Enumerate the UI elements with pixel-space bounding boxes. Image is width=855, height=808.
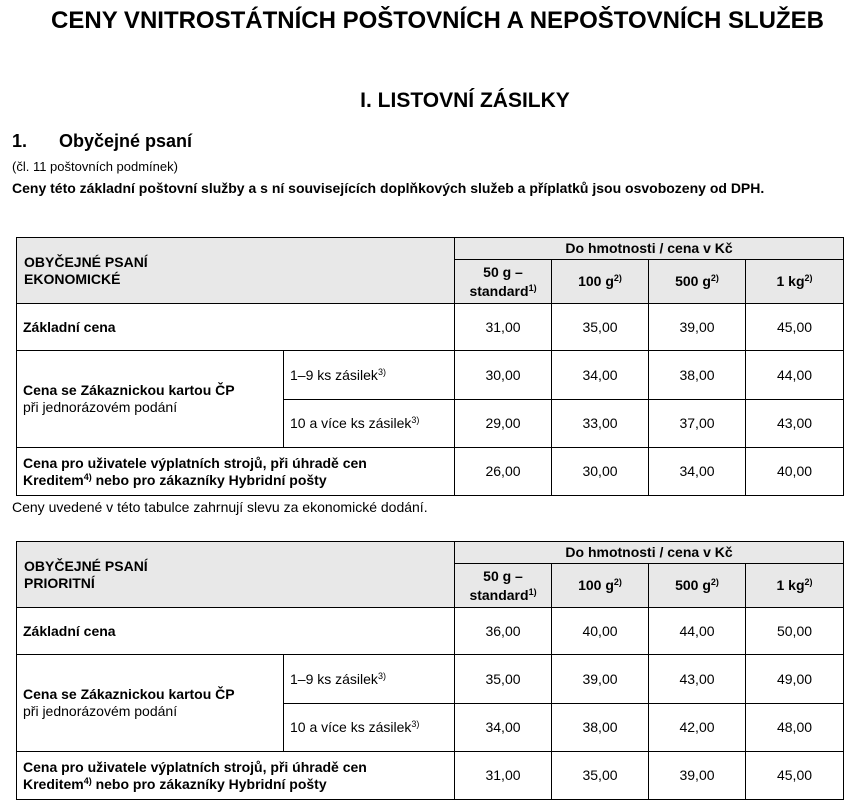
price-cell: 43,00 <box>649 655 746 704</box>
footnote-ref: 2) <box>710 273 719 283</box>
weight-header: Do hmotnosti / cena v Kč <box>455 238 844 260</box>
price-cell: 31,00 <box>455 304 552 351</box>
footnote-ref: 3) <box>377 670 386 681</box>
footnote-ref: 3) <box>411 719 420 729</box>
row-label-franking-line2 <box>23 472 448 489</box>
footnote-ref: 4) <box>83 775 92 786</box>
table-name-line2: PRIORITNÍ <box>24 574 95 591</box>
subsection-name: Obyčejné psaní <box>59 131 193 151</box>
row-label-franking-line1: Cena pro uživatele výplatních strojů, při úhradě cen <box>23 758 367 775</box>
column-header-1kg <box>746 260 844 304</box>
price-cell: 37,00 <box>649 400 746 448</box>
price-cell: 39,00 <box>552 655 649 704</box>
price-table-economy <box>16 237 844 496</box>
footnote-ref: 2) <box>710 577 719 587</box>
price-cell: 34,00 <box>455 704 552 752</box>
column-header-500g <box>649 260 746 304</box>
row-label-base-price: Základní cena <box>17 608 455 655</box>
price-cell: 43,00 <box>746 400 844 448</box>
price-cell: 30,00 <box>455 351 552 400</box>
price-cell: 39,00 <box>649 752 746 800</box>
column-header-50g-text: standard <box>469 586 529 603</box>
column-header-500g-text: 500 g <box>675 273 711 289</box>
footnote-ref: 3) <box>377 366 386 377</box>
column-header-500g <box>649 564 746 608</box>
price-cell: 36,00 <box>455 608 552 655</box>
price-table-priority <box>16 541 844 800</box>
price-cell: 38,00 <box>552 704 649 752</box>
row-label-customer-card-bold: Cena se Zákaznickou kartou ČP <box>23 382 235 398</box>
column-header-100g-text: 100 g <box>578 273 614 289</box>
price-cell: 34,00 <box>649 448 746 496</box>
weight-header: Do hmotnosti / cena v Kč <box>455 542 844 564</box>
table-row-card-1-9 <box>17 655 844 704</box>
table-name-line1: OBYČEJNÉ PSANÍ <box>24 253 148 270</box>
column-header-100g <box>552 564 649 608</box>
economy-discount-note: Ceny uvedené v této tabulce zahrnují slevu za ekonomické dodání. <box>12 499 428 515</box>
table-row-card-1-9 <box>17 351 844 400</box>
row-label-customer-card-normal: při jednorázovém podání <box>23 703 178 719</box>
column-header-50g <box>455 260 552 304</box>
table-name-line1: OBYČEJNÉ PSANÍ <box>24 557 148 574</box>
price-cell: 35,00 <box>455 655 552 704</box>
table-name-cell <box>17 542 455 608</box>
table-row-franking <box>17 448 844 496</box>
footnote-ref: 2) <box>804 577 813 587</box>
price-cell: 31,00 <box>455 752 552 800</box>
row-label-customer-card <box>17 655 284 752</box>
footnote-ref: 2) <box>804 273 813 283</box>
table-row-franking <box>17 752 844 800</box>
price-cell: 45,00 <box>746 752 844 800</box>
row-label-franking <box>17 752 455 800</box>
footnote-ref: 1) <box>528 586 537 597</box>
row-label-customer-card-normal: při jednorázovém podání <box>23 399 178 415</box>
footnote-ref: 2) <box>613 273 622 283</box>
row-label-customer-card <box>17 351 284 448</box>
sub-label-10-plus <box>284 704 455 752</box>
row-label-franking-rest: nebo pro zákazníky Hybridní pošty <box>91 775 327 792</box>
price-cell: 39,00 <box>649 304 746 351</box>
column-header-50g-line2 <box>461 282 545 301</box>
column-header-500g-text: 500 g <box>675 577 711 593</box>
row-label-base-price: Základní cena <box>17 304 455 351</box>
subsection-heading <box>12 130 192 152</box>
sub-label-1-9-text: 1–9 ks zásilek <box>290 366 378 383</box>
row-label-franking <box>17 448 455 496</box>
regulation-reference: (čl. 11 poštovních podmínek) <box>12 159 178 174</box>
table-row-base-price <box>17 608 844 655</box>
sub-label-1-9-text: 1–9 ks zásilek <box>290 670 378 687</box>
column-header-50g-line1: 50 g – <box>483 263 523 280</box>
column-header-100g <box>552 260 649 304</box>
price-cell: 40,00 <box>552 608 649 655</box>
price-cell: 42,00 <box>649 704 746 752</box>
row-label-customer-card-bold: Cena se Zákaznickou kartou ČP <box>23 686 235 702</box>
price-cell: 44,00 <box>746 351 844 400</box>
section-title: I. LISTOVNÍ ZÁSILKY <box>360 89 570 112</box>
vat-exemption-note: Ceny této základní poštovní služby a s ní souvisejících doplňkových služeb a příplatků jsou osvobozeny od DPH. <box>12 180 765 196</box>
column-header-50g-line2 <box>461 586 545 605</box>
row-label-franking-credit: Kreditem <box>23 471 84 488</box>
table-row-base-price <box>17 304 844 351</box>
price-cell: 48,00 <box>746 704 844 752</box>
sub-label-1-9 <box>284 655 455 704</box>
price-cell: 50,00 <box>746 608 844 655</box>
price-cell: 40,00 <box>746 448 844 496</box>
subsection-number: 1. <box>12 131 28 151</box>
price-cell: 35,00 <box>552 304 649 351</box>
price-cell: 30,00 <box>552 448 649 496</box>
table-name-line2: EKONOMICKÉ <box>24 270 121 287</box>
sub-label-1-9 <box>284 351 455 400</box>
column-header-50g <box>455 564 552 608</box>
price-cell: 44,00 <box>649 608 746 655</box>
sub-label-10-plus-text: 10 a více ks zásilek <box>290 415 412 431</box>
price-cell: 34,00 <box>552 351 649 400</box>
column-header-1kg <box>746 564 844 608</box>
row-label-franking-line1: Cena pro uživatele výplatních strojů, při úhradě cen <box>23 454 367 471</box>
column-header-100g-text: 100 g <box>578 577 614 593</box>
sub-label-10-plus-text: 10 a více ks zásilek <box>290 719 412 735</box>
price-cell: 38,00 <box>649 351 746 400</box>
sub-label-10-plus <box>284 400 455 448</box>
row-label-franking-rest: nebo pro zákazníky Hybridní pošty <box>91 471 327 488</box>
table-name-cell <box>17 238 455 304</box>
price-cell: 49,00 <box>746 655 844 704</box>
price-cell: 26,00 <box>455 448 552 496</box>
column-header-50g-text: standard <box>469 282 529 299</box>
footnote-ref: 2) <box>613 577 622 587</box>
row-label-franking-line2 <box>23 776 448 793</box>
footnote-ref: 4) <box>83 471 92 482</box>
price-cell: 45,00 <box>746 304 844 351</box>
footnote-ref: 3) <box>411 415 420 425</box>
column-header-1kg-text: 1 kg <box>776 577 805 593</box>
document-title: CENY VNITROSTÁTNÍCH POŠTOVNÍCH A NEPOŠTOVNÍCH SLUŽEB <box>51 7 824 34</box>
row-label-franking-credit: Kreditem <box>23 775 84 792</box>
column-header-1kg-text: 1 kg <box>776 273 805 289</box>
column-header-50g-line1: 50 g – <box>483 567 523 584</box>
price-cell: 29,00 <box>455 400 552 448</box>
footnote-ref: 1) <box>528 282 537 293</box>
price-cell: 33,00 <box>552 400 649 448</box>
price-cell: 35,00 <box>552 752 649 800</box>
